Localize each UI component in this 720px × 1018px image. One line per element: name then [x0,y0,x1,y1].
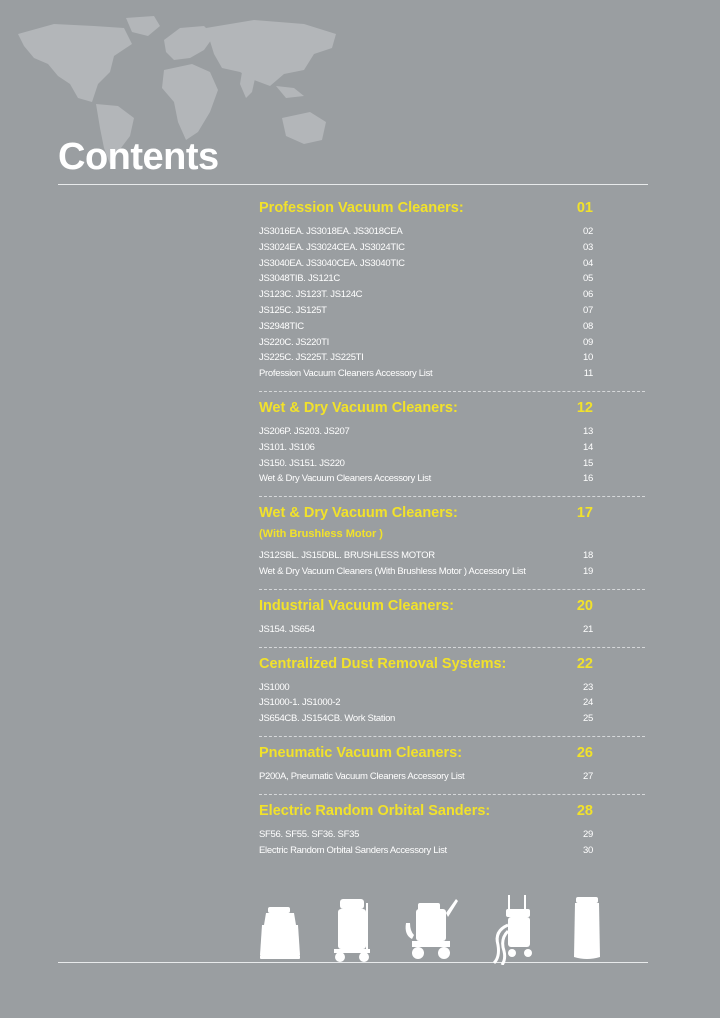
toc-entry[interactable] [259,303,593,319]
page-title: Contents [58,136,219,178]
section-title: Pneumatic Vacuum Cleaners: [259,744,463,761]
toc-entry[interactable] [259,769,593,785]
vacuum-tank-icon [258,907,302,961]
entry-page-number: 07 [583,304,593,316]
entry-label: JS154. JS654 [259,623,315,635]
entry-label: Electric Random Orbital Sanders Accessory List [259,844,447,856]
section-items [259,548,593,580]
entry-page-number: 14 [583,441,593,453]
toc-entry[interactable] [259,456,593,472]
entry-label: JS123C. JS123T. JS124C [259,289,363,301]
industrial-vacuum-icon [404,899,458,961]
table-of-contents [259,200,593,858]
section-title: Wet & Dry Vacuum Cleaners: [259,399,458,416]
toc-entry[interactable] [259,827,593,843]
section-divider [259,391,645,392]
entry-label: JS2948TIC [259,320,304,332]
entry-label: Profession Vacuum Cleaners Accessory List [259,368,433,380]
toc-entry[interactable] [259,240,593,256]
section-heading[interactable] [259,505,593,521]
toc-section [259,745,593,785]
section-heading[interactable] [259,400,593,416]
entry-page-number: 18 [583,550,593,562]
entry-page-number: 10 [583,352,593,364]
entry-label: JS225C. JS225T. JS225TI [259,352,364,364]
section-title: Profession Vacuum Cleaners: [259,200,464,216]
entry-page-number: 06 [583,289,593,301]
entry-label: JS101. JS106 [259,441,315,453]
section-heading[interactable] [259,200,593,216]
toc-entry[interactable] [259,271,593,287]
section-heading[interactable] [259,745,593,761]
entry-page-number: 05 [583,273,593,285]
toc-section [259,400,593,487]
entry-label: JS3024EA. JS3024CEA. JS3024TIC [259,241,405,253]
entry-page-number: 16 [583,473,593,485]
title-rule [58,184,648,185]
section-heading[interactable] [259,803,593,819]
toc-section [259,200,593,382]
vacuum-trolley-icon [332,899,372,963]
toc-entry[interactable] [259,366,593,382]
section-divider [259,794,645,795]
toc-entry[interactable] [259,350,593,366]
toc-entry[interactable] [259,256,593,272]
section-page-number: 01 [576,200,593,216]
toc-entry[interactable] [259,319,593,335]
section-title: Centralized Dust Removal Systems: [259,655,507,672]
entry-page-number: 02 [583,226,593,237]
entry-label: Wet & Dry Vacuum Cleaners (With Brushless Motor ) Accessory List [259,565,526,577]
toc-entry[interactable] [259,287,593,303]
toc-section [259,803,593,859]
entry-page-number: 09 [583,336,593,348]
section-divider [259,589,645,590]
toc-entry[interactable] [259,335,593,351]
section-subtitle: (With Brushless Motor ) [259,528,383,541]
entry-page-number: 30 [583,844,593,856]
section-page-number: 20 [576,597,593,614]
entry-label: JS125C. JS125T [259,304,327,316]
entry-page-number: 11 [583,368,593,380]
dust-collector-icon [490,895,542,965]
entry-page-number: 15 [583,457,593,469]
section-items [259,769,593,785]
entry-label: JS3048TIB. JS121C [259,273,340,285]
toc-entry[interactable] [259,471,593,487]
section-page-number: 28 [576,802,593,819]
section-items [259,680,593,727]
section-page-number: 12 [576,399,593,416]
section-heading[interactable] [259,598,593,614]
toc-entry[interactable] [259,843,593,859]
entry-page-number: 24 [583,697,593,709]
entry-page-number: 29 [583,828,593,840]
toc-entry[interactable] [259,548,593,564]
entry-page-number: 08 [583,320,593,332]
section-divider [259,647,645,648]
entry-label: JS3040EA. JS3040CEA. JS3040TIC [259,257,405,269]
entry-label: JS1000 [259,681,290,693]
toc-entry[interactable] [259,622,593,638]
section-items [259,224,593,382]
section-divider [259,736,645,737]
toc-entry[interactable] [259,440,593,456]
entry-label: JS3016EA. JS3018EA. JS3018CEA [259,226,403,237]
section-page-number: 26 [576,744,593,761]
toc-entry[interactable] [259,224,593,240]
product-icons [0,895,720,965]
entry-label: SF56. SF55. SF36. SF35 [259,828,360,840]
entry-label: JS220C. JS220TI [259,336,329,348]
entry-page-number: 13 [583,425,593,437]
entry-label: JS654CB. JS154CB. Work Station [259,713,396,725]
section-items [259,424,593,487]
section-page-number: 22 [576,655,593,672]
entry-page-number: 19 [583,565,593,577]
toc-section [259,656,593,727]
toc-section [259,598,593,638]
entry-label: JS150. JS151. JS220 [259,457,345,469]
section-items [259,827,593,859]
section-page-number: 17 [576,505,593,522]
entry-label: Wet & Dry Vacuum Cleaners Accessory List [259,473,431,485]
entry-page-number: 04 [583,257,593,269]
toc-entry[interactable] [259,680,593,696]
entry-page-number: 03 [583,241,593,253]
entry-label: JS12SBL. JS15DBL. BRUSHLESS MOTOR [259,550,435,562]
pneumatic-vacuum-icon [572,897,602,961]
toc-entry[interactable] [259,564,593,580]
toc-entry[interactable] [259,711,593,727]
entry-page-number: 23 [583,681,593,693]
section-heading[interactable] [259,656,593,672]
toc-entry[interactable] [259,695,593,711]
section-title: Industrial Vacuum Cleaners: [259,597,455,614]
entry-label: JS206P. JS203. JS207 [259,425,350,437]
entry-page-number: 27 [583,770,593,782]
toc-section [259,505,593,580]
section-title: Wet & Dry Vacuum Cleaners: [259,505,458,522]
toc-entry[interactable] [259,424,593,440]
entry-label: JS1000-1. JS1000-2 [259,697,341,709]
section-divider [259,496,645,497]
entry-page-number: 25 [583,713,593,725]
entry-page-number: 21 [583,623,593,635]
entry-label: P200A, Pneumatic Vacuum Cleaners Accessory List [259,770,465,782]
section-items [259,622,593,638]
section-title: Electric Random Orbital Sanders: [259,802,491,819]
